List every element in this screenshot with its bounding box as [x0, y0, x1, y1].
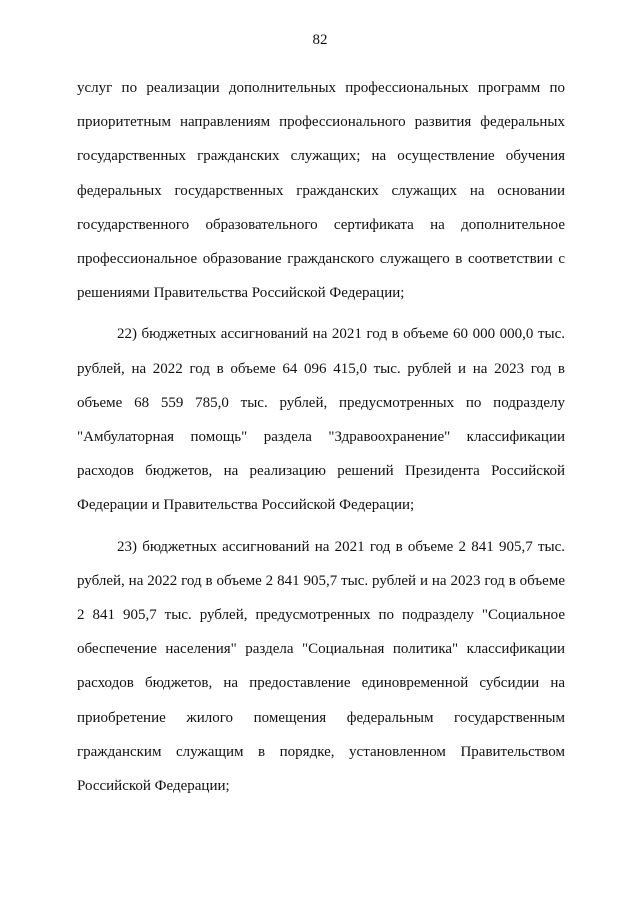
page-number: 82 — [312, 32, 328, 48]
document-body — [77, 71, 565, 803]
paragraph-item-22: 22) бюджетных ассигнований на 2021 год в объеме 60 000 000,0 тыс. рублей, на 2022 год в объеме 64 096 415,0 тыс. рублей и на 2023 год в объеме 68 559 785,0 тыс. рублей, предусмотренных по подразделу "Амбулаторная помощь" раздела "Здравоохранение" классификации расходов бюджетов, на реализацию решений Президента Российской Федерации и Правительства Российской Федерации; — [77, 326, 565, 514]
paragraph-item-23: 23) бюджетных ассигнований на 2021 год в объеме 2 841 905,7 тыс. рублей, на 2022 год в объеме 2 841 905,7 тыс. рублей и на 2023 год в объеме 2 841 905,7 тыс. рублей, предусмотренных по подразделу "Социальное обеспечение населения" раздела "Социальная политика" классификации расходов бюджетов, на предоставление единовременной субсидии на приобретение жилого помещения федеральным государственным гражданским служащим в порядке, установленном Правительством Российской Федерации; — [77, 538, 565, 795]
paragraph-continuation: услуг по реализации дополнительных профессиональных программ по приоритетным направлениям профессионального развития федеральных государственных гражданских служащих; на осуществление обучения федеральных государственных гражданских служащих на основании государственного образовательного сертификата на дополнительное профессиональное образование гражданского служащего в соответствии с решениями Правительства Российской Федерации; — [77, 80, 565, 302]
